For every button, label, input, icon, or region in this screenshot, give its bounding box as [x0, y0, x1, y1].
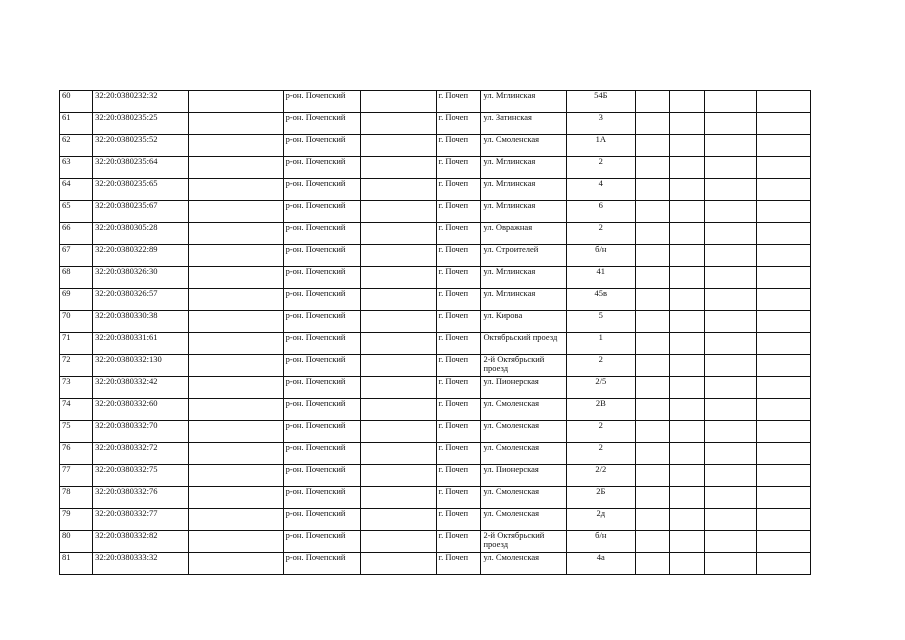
empty-cell — [757, 179, 811, 201]
table-row — [60, 267, 811, 289]
empty-cell — [669, 245, 704, 267]
table-row — [60, 157, 811, 179]
empty-cell — [669, 135, 704, 157]
district-cell: р-он. Почепский — [283, 245, 360, 267]
house-number-cell: 6 — [567, 201, 635, 223]
district-cell: р-он. Почепский — [283, 223, 360, 245]
empty-cell — [635, 355, 669, 377]
cadastral-number-cell: 32:20:0380235:67 — [93, 201, 189, 223]
cadastral-number-cell: 32:20:0380305:28 — [93, 223, 189, 245]
house-number-cell: 2В — [567, 399, 635, 421]
district-cell: р-он. Почепский — [283, 91, 360, 113]
empty-cell — [360, 333, 436, 355]
empty-cell — [635, 91, 669, 113]
row-number-cell: 62 — [60, 135, 93, 157]
empty-cell — [705, 399, 757, 421]
empty-cell — [669, 223, 704, 245]
row-number-cell: 65 — [60, 201, 93, 223]
cadastral-number-cell: 32:20:0380331:61 — [93, 333, 189, 355]
row-number-cell: 70 — [60, 311, 93, 333]
cadastral-number-cell: 32:20:0380332:130 — [93, 355, 189, 377]
empty-cell — [360, 377, 436, 399]
empty-cell — [669, 421, 704, 443]
row-number-cell: 78 — [60, 487, 93, 509]
street-cell: Октябрьский проезд — [481, 333, 567, 355]
empty-cell — [635, 553, 669, 575]
empty-cell — [669, 113, 704, 135]
empty-cell — [635, 421, 669, 443]
empty-cell — [705, 135, 757, 157]
district-cell: р-он. Почепский — [283, 289, 360, 311]
empty-cell — [635, 267, 669, 289]
district-cell: р-он. Почепский — [283, 333, 360, 355]
empty-cell — [757, 113, 811, 135]
district-cell: р-он. Почепский — [283, 553, 360, 575]
table-row — [60, 487, 811, 509]
table-row — [60, 113, 811, 135]
district-cell: р-он. Почепский — [283, 311, 360, 333]
empty-cell — [669, 201, 704, 223]
street-cell: 2-й Октябрьский проезд — [481, 531, 567, 553]
empty-cell — [757, 289, 811, 311]
city-cell: г. Почеп — [436, 421, 481, 443]
empty-cell — [669, 91, 704, 113]
row-number-cell: 71 — [60, 333, 93, 355]
cadastral-number-cell: 32:20:0380330:38 — [93, 311, 189, 333]
empty-cell — [635, 465, 669, 487]
table-row — [60, 91, 811, 113]
empty-cell — [189, 91, 283, 113]
empty-cell — [189, 267, 283, 289]
row-number-cell: 79 — [60, 509, 93, 531]
table-row — [60, 179, 811, 201]
house-number-cell: 2 — [567, 157, 635, 179]
empty-cell — [757, 333, 811, 355]
house-number-cell: 2/5 — [567, 377, 635, 399]
cadastral-number-cell: 32:20:0380326:57 — [93, 289, 189, 311]
table-row — [60, 333, 811, 355]
empty-cell — [757, 377, 811, 399]
empty-cell — [360, 157, 436, 179]
empty-cell — [757, 157, 811, 179]
house-number-cell: 2 — [567, 421, 635, 443]
empty-cell — [705, 91, 757, 113]
table-row — [60, 531, 811, 553]
district-cell: р-он. Почепский — [283, 157, 360, 179]
district-cell: р-он. Почепский — [283, 201, 360, 223]
empty-cell — [705, 289, 757, 311]
street-cell: ул. Смоленская — [481, 509, 567, 531]
city-cell: г. Почеп — [436, 289, 481, 311]
house-number-cell: 54Б — [567, 91, 635, 113]
empty-cell — [669, 509, 704, 531]
empty-cell — [705, 311, 757, 333]
empty-cell — [360, 421, 436, 443]
cadastral-number-cell: 32:20:0380332:82 — [93, 531, 189, 553]
cadastral-number-cell: 32:20:0380332:60 — [93, 399, 189, 421]
empty-cell — [757, 531, 811, 553]
empty-cell — [705, 487, 757, 509]
row-number-cell: 72 — [60, 355, 93, 377]
table-row — [60, 443, 811, 465]
empty-cell — [757, 421, 811, 443]
district-cell: р-он. Почепский — [283, 113, 360, 135]
street-cell: ул. Мглинская — [481, 289, 567, 311]
city-cell: г. Почеп — [436, 245, 481, 267]
house-number-cell: 4 — [567, 179, 635, 201]
cadastral-number-cell: 32:20:0380326:30 — [93, 267, 189, 289]
cadastral-number-cell: 32:20:0380332:42 — [93, 377, 189, 399]
house-number-cell: 41 — [567, 267, 635, 289]
table-row — [60, 135, 811, 157]
empty-cell — [360, 179, 436, 201]
empty-cell — [635, 135, 669, 157]
empty-cell — [635, 333, 669, 355]
cadastral-number-cell: 32:20:0380332:76 — [93, 487, 189, 509]
house-number-cell: 2 — [567, 355, 635, 377]
empty-cell — [757, 399, 811, 421]
empty-cell — [757, 443, 811, 465]
cadastral-number-cell: 32:20:0380235:52 — [93, 135, 189, 157]
empty-cell — [189, 311, 283, 333]
empty-cell — [635, 223, 669, 245]
empty-cell — [705, 113, 757, 135]
empty-cell — [705, 531, 757, 553]
table-row — [60, 289, 811, 311]
empty-cell — [635, 179, 669, 201]
empty-cell — [669, 443, 704, 465]
cadastral-number-cell: 32:20:0380235:25 — [93, 113, 189, 135]
row-number-cell: 81 — [60, 553, 93, 575]
empty-cell — [669, 267, 704, 289]
district-cell: р-он. Почепский — [283, 487, 360, 509]
district-cell: р-он. Почепский — [283, 465, 360, 487]
cadastral-number-cell: 32:20:0380235:65 — [93, 179, 189, 201]
city-cell: г. Почеп — [436, 223, 481, 245]
house-number-cell: 1 — [567, 333, 635, 355]
empty-cell — [635, 113, 669, 135]
house-number-cell: б/н — [567, 531, 635, 553]
empty-cell — [360, 223, 436, 245]
empty-cell — [189, 223, 283, 245]
empty-cell — [757, 91, 811, 113]
empty-cell — [189, 201, 283, 223]
district-cell: р-он. Почепский — [283, 443, 360, 465]
street-cell: ул. Смоленская — [481, 135, 567, 157]
city-cell: г. Почеп — [436, 465, 481, 487]
district-cell: р-он. Почепский — [283, 421, 360, 443]
table-row — [60, 553, 811, 575]
empty-cell — [635, 531, 669, 553]
table-row — [60, 399, 811, 421]
empty-cell — [705, 509, 757, 531]
empty-cell — [635, 157, 669, 179]
street-cell: ул. Мглинская — [481, 267, 567, 289]
empty-cell — [360, 443, 436, 465]
street-cell: ул. Мглинская — [481, 201, 567, 223]
street-cell: ул. Мглинская — [481, 91, 567, 113]
row-number-cell: 69 — [60, 289, 93, 311]
table-row — [60, 245, 811, 267]
cadastral-number-cell: 32:20:0380332:72 — [93, 443, 189, 465]
table-row — [60, 311, 811, 333]
empty-cell — [189, 465, 283, 487]
house-number-cell: 2д — [567, 509, 635, 531]
city-cell: г. Почеп — [436, 179, 481, 201]
empty-cell — [669, 311, 704, 333]
street-cell: ул. Кирова — [481, 311, 567, 333]
empty-cell — [705, 443, 757, 465]
row-number-cell: 68 — [60, 267, 93, 289]
street-cell: ул. Мглинская — [481, 179, 567, 201]
empty-cell — [669, 487, 704, 509]
house-number-cell: б/н — [567, 245, 635, 267]
row-number-cell: 60 — [60, 91, 93, 113]
empty-cell — [705, 553, 757, 575]
street-cell: ул. Смоленская — [481, 421, 567, 443]
empty-cell — [757, 223, 811, 245]
empty-cell — [669, 531, 704, 553]
cadastral-number-cell: 32:20:0380322:89 — [93, 245, 189, 267]
district-cell: р-он. Почепский — [283, 509, 360, 531]
street-cell: 2-й Октябрьский проезд — [481, 355, 567, 377]
empty-cell — [669, 289, 704, 311]
empty-cell — [757, 311, 811, 333]
district-cell: р-он. Почепский — [283, 179, 360, 201]
cadastral-number-cell: 32:20:0380332:75 — [93, 465, 189, 487]
empty-cell — [189, 355, 283, 377]
empty-cell — [705, 245, 757, 267]
city-cell: г. Почеп — [436, 157, 481, 179]
registry-body — [60, 91, 811, 575]
city-cell: г. Почеп — [436, 201, 481, 223]
empty-cell — [189, 399, 283, 421]
row-number-cell: 67 — [60, 245, 93, 267]
empty-cell — [189, 245, 283, 267]
empty-cell — [705, 223, 757, 245]
row-number-cell: 74 — [60, 399, 93, 421]
empty-cell — [189, 377, 283, 399]
empty-cell — [360, 399, 436, 421]
house-number-cell: 5 — [567, 311, 635, 333]
empty-cell — [360, 201, 436, 223]
row-number-cell: 63 — [60, 157, 93, 179]
empty-cell — [189, 509, 283, 531]
city-cell: г. Почеп — [436, 509, 481, 531]
city-cell: г. Почеп — [436, 135, 481, 157]
house-number-cell: 2 — [567, 443, 635, 465]
row-number-cell: 73 — [60, 377, 93, 399]
street-cell: ул. Смоленская — [481, 399, 567, 421]
district-cell: р-он. Почепский — [283, 377, 360, 399]
empty-cell — [669, 157, 704, 179]
street-cell: ул. Смоленская — [481, 487, 567, 509]
empty-cell — [189, 421, 283, 443]
empty-cell — [189, 333, 283, 355]
empty-cell — [360, 113, 436, 135]
street-cell: ул. Пионерская — [481, 377, 567, 399]
empty-cell — [635, 487, 669, 509]
empty-cell — [360, 267, 436, 289]
district-cell: р-он. Почепский — [283, 531, 360, 553]
empty-cell — [757, 553, 811, 575]
empty-cell — [189, 113, 283, 135]
empty-cell — [635, 509, 669, 531]
row-number-cell: 77 — [60, 465, 93, 487]
cadastral-number-cell: 32:20:0380235:64 — [93, 157, 189, 179]
city-cell: г. Почеп — [436, 487, 481, 509]
table-row — [60, 377, 811, 399]
street-cell: ул. Смоленская — [481, 443, 567, 465]
house-number-cell: 45в — [567, 289, 635, 311]
table-row — [60, 465, 811, 487]
street-cell: ул. Смоленская — [481, 553, 567, 575]
empty-cell — [189, 443, 283, 465]
empty-cell — [705, 201, 757, 223]
registry-table — [59, 90, 811, 575]
street-cell: ул. Строителей — [481, 245, 567, 267]
empty-cell — [189, 553, 283, 575]
district-cell: р-он. Почепский — [283, 399, 360, 421]
table-row — [60, 223, 811, 245]
empty-cell — [757, 465, 811, 487]
empty-cell — [757, 245, 811, 267]
empty-cell — [757, 509, 811, 531]
empty-cell — [705, 465, 757, 487]
empty-cell — [635, 245, 669, 267]
city-cell: г. Почеп — [436, 531, 481, 553]
cadastral-number-cell: 32:20:0380332:77 — [93, 509, 189, 531]
district-cell: р-он. Почепский — [283, 355, 360, 377]
row-number-cell: 64 — [60, 179, 93, 201]
empty-cell — [189, 157, 283, 179]
district-cell: р-он. Почепский — [283, 267, 360, 289]
house-number-cell: 2 — [567, 223, 635, 245]
house-number-cell: 2/2 — [567, 465, 635, 487]
house-number-cell: 3 — [567, 113, 635, 135]
city-cell: г. Почеп — [436, 91, 481, 113]
empty-cell — [635, 443, 669, 465]
city-cell: г. Почеп — [436, 553, 481, 575]
street-cell: ул. Мглинская — [481, 157, 567, 179]
empty-cell — [669, 399, 704, 421]
empty-cell — [360, 487, 436, 509]
row-number-cell: 66 — [60, 223, 93, 245]
empty-cell — [757, 355, 811, 377]
empty-cell — [757, 201, 811, 223]
city-cell: г. Почеп — [436, 377, 481, 399]
house-number-cell: 4а — [567, 553, 635, 575]
empty-cell — [757, 267, 811, 289]
row-number-cell: 75 — [60, 421, 93, 443]
city-cell: г. Почеп — [436, 267, 481, 289]
empty-cell — [360, 289, 436, 311]
table-row — [60, 201, 811, 223]
empty-cell — [360, 135, 436, 157]
empty-cell — [635, 399, 669, 421]
street-cell: ул. Овражная — [481, 223, 567, 245]
empty-cell — [635, 289, 669, 311]
empty-cell — [669, 465, 704, 487]
empty-cell — [189, 487, 283, 509]
city-cell: г. Почеп — [436, 311, 481, 333]
empty-cell — [360, 91, 436, 113]
street-cell: ул. Затинская — [481, 113, 567, 135]
empty-cell — [669, 355, 704, 377]
house-number-cell: 2Б — [567, 487, 635, 509]
cadastral-number-cell: 32:20:0380333:32 — [93, 553, 189, 575]
empty-cell — [360, 465, 436, 487]
empty-cell — [360, 509, 436, 531]
city-cell: г. Почеп — [436, 399, 481, 421]
city-cell: г. Почеп — [436, 333, 481, 355]
row-number-cell: 61 — [60, 113, 93, 135]
empty-cell — [189, 289, 283, 311]
empty-cell — [635, 311, 669, 333]
cadastral-number-cell: 32:20:0380232:32 — [93, 91, 189, 113]
empty-cell — [360, 311, 436, 333]
empty-cell — [189, 531, 283, 553]
empty-cell — [705, 355, 757, 377]
row-number-cell: 80 — [60, 531, 93, 553]
empty-cell — [705, 333, 757, 355]
empty-cell — [360, 355, 436, 377]
street-cell: ул. Пионерская — [481, 465, 567, 487]
empty-cell — [669, 377, 704, 399]
table-row — [60, 355, 811, 377]
district-cell: р-он. Почепский — [283, 135, 360, 157]
row-number-cell: 76 — [60, 443, 93, 465]
table-row — [60, 421, 811, 443]
empty-cell — [757, 135, 811, 157]
empty-cell — [669, 179, 704, 201]
empty-cell — [705, 421, 757, 443]
empty-cell — [189, 179, 283, 201]
cadastral-number-cell: 32:20:0380332:70 — [93, 421, 189, 443]
city-cell: г. Почеп — [436, 113, 481, 135]
empty-cell — [757, 487, 811, 509]
empty-cell — [635, 201, 669, 223]
empty-cell — [705, 377, 757, 399]
empty-cell — [189, 135, 283, 157]
empty-cell — [360, 553, 436, 575]
empty-cell — [669, 333, 704, 355]
empty-cell — [669, 553, 704, 575]
empty-cell — [360, 531, 436, 553]
table-row — [60, 509, 811, 531]
empty-cell — [705, 267, 757, 289]
empty-cell — [635, 377, 669, 399]
city-cell: г. Почеп — [436, 443, 481, 465]
city-cell: г. Почеп — [436, 355, 481, 377]
house-number-cell: 1А — [567, 135, 635, 157]
empty-cell — [705, 157, 757, 179]
empty-cell — [705, 179, 757, 201]
empty-cell — [360, 245, 436, 267]
